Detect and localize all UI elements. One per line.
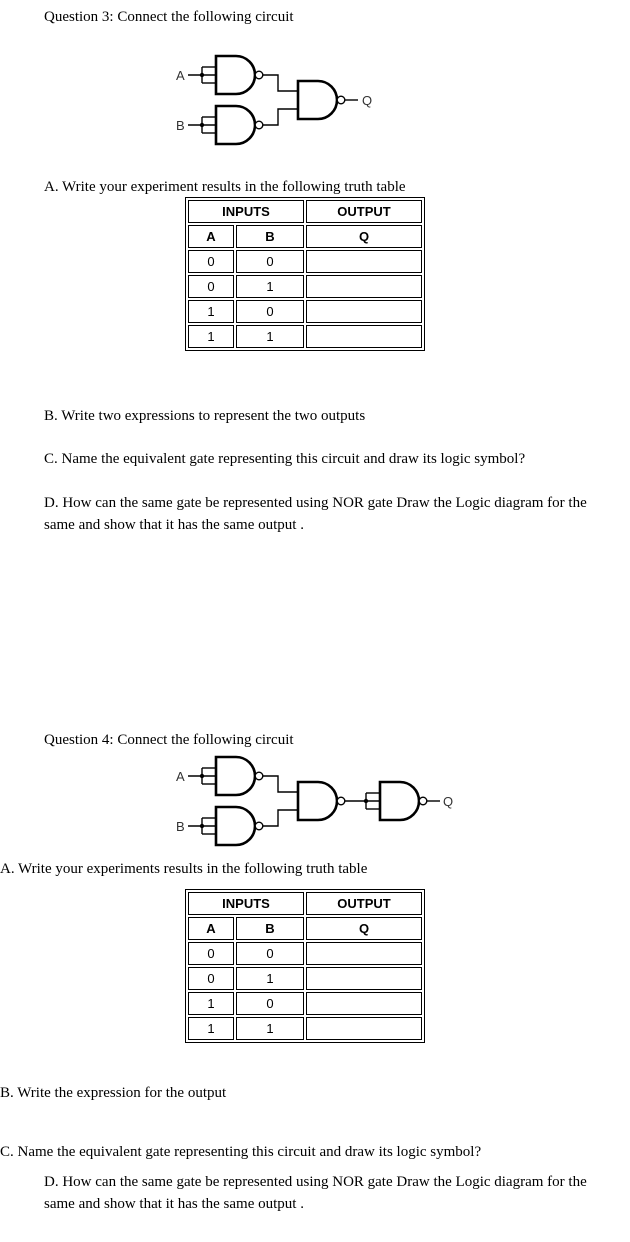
q3-col-a: A (188, 225, 234, 248)
q3-input-a-label: A (176, 68, 185, 83)
q3-inputs-header: INPUTS (188, 200, 304, 223)
table-row: 1 0 (188, 300, 422, 323)
q3-input-b-label: B (176, 118, 185, 133)
q4-output-q-label: Q (443, 794, 454, 809)
q3-part-d: D. How can the same gate be represented using NOR gate Draw the Logic diagram for the same and show that it has the same output . (44, 495, 587, 533)
q3-col-q: Q (306, 225, 422, 248)
q3-nand-gate-a (188, 56, 263, 94)
q4-part-a: A. Write your experiments results in the following truth table (0, 861, 368, 877)
q3-col-b: B (236, 225, 304, 248)
q4-inputs-header: INPUTS (188, 892, 304, 915)
q4-title: Question 4: Connect the following circuit (44, 732, 294, 748)
q4-input-a-label: A (176, 769, 185, 784)
q4-col-a: A (188, 917, 234, 940)
q3-output-cell[interactable] (306, 250, 422, 273)
q4-truth-table (185, 889, 425, 1043)
q4-output-header: OUTPUT (306, 892, 422, 915)
q4-output-cell[interactable] (306, 992, 422, 1015)
q3-nand-gate-b (188, 106, 263, 144)
q4-output-cell[interactable] (306, 942, 422, 965)
q3-truth-table (185, 197, 425, 351)
q3-nand-gate-output (298, 81, 358, 119)
table-row: 0 1 (188, 275, 422, 298)
q4-circuit-diagram (170, 751, 470, 851)
table-row: 1 1 (188, 1017, 422, 1040)
q4-nand-gate-a (188, 757, 263, 795)
q4-input-b-label: B (176, 819, 185, 834)
q3-output-q-label: Q (362, 93, 373, 108)
q4-col-b: B (236, 917, 304, 940)
q4-part-d: D. How can the same gate be represented using NOR gate Draw the Logic diagram for the same and show that it has the same output . (44, 1174, 587, 1212)
q3-title: Question 3: Connect the following circuit (44, 9, 294, 25)
q3-output-header: OUTPUT (306, 200, 422, 223)
q3-circuit-diagram (170, 50, 390, 150)
q4-part-b: B. Write the expression for the output (0, 1085, 227, 1101)
q3-part-b: B. Write two expressions to represent the two outputs (44, 408, 366, 424)
q3-part-a: A. Write your experiment results in the following truth table (44, 179, 406, 195)
q4-col-q: Q (306, 917, 422, 940)
table-row: 0 0 (188, 250, 422, 273)
q3-output-cell[interactable] (306, 275, 422, 298)
q4-part-c: C. Name the equivalent gate representing this circuit and draw its logic symbol? (0, 1144, 482, 1160)
q3-part-c: C. Name the equivalent gate representing this circuit and draw its logic symbol? (44, 451, 526, 467)
q4-output-cell[interactable] (306, 967, 422, 990)
q3-output-cell[interactable] (306, 325, 422, 348)
q3-output-cell[interactable] (306, 300, 422, 323)
table-row: 0 0 (188, 942, 422, 965)
table-row: 0 1 (188, 967, 422, 990)
q4-nand-gate-b (188, 807, 263, 845)
q4-output-cell[interactable] (306, 1017, 422, 1040)
table-row: 1 1 (188, 325, 422, 348)
table-row: 1 0 (188, 992, 422, 1015)
